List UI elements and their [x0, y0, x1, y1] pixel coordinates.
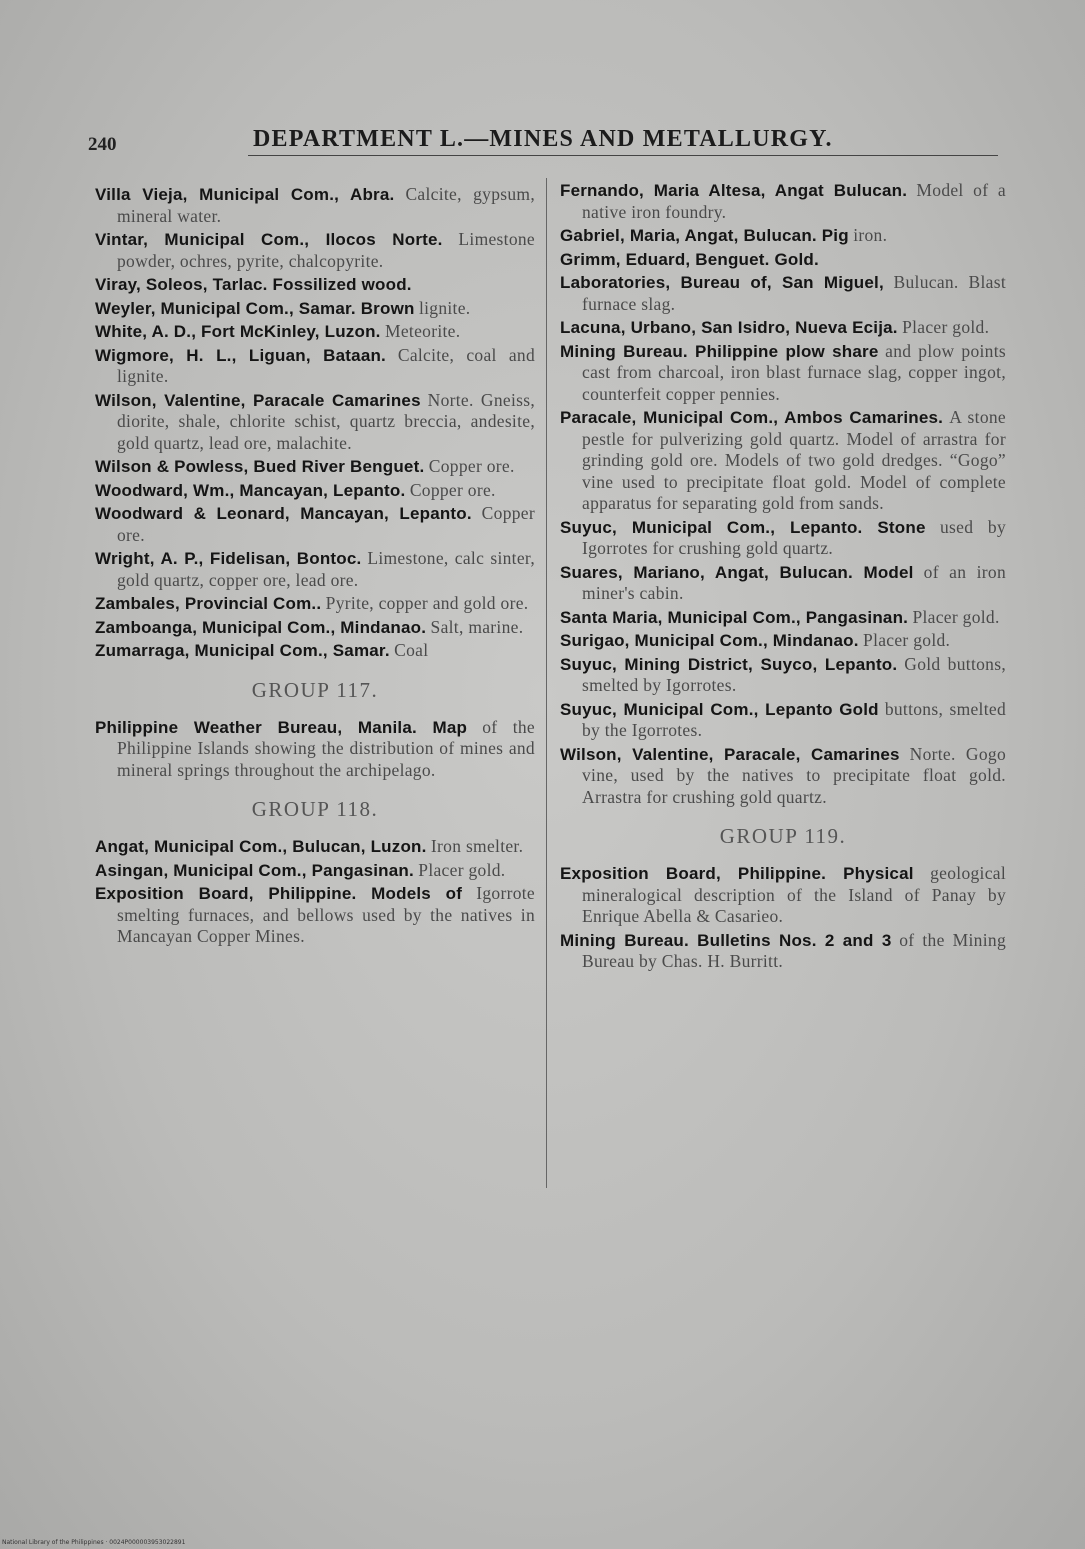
- entry-description: and plow points cast from charcoal, iron blast furnace slag, copper ingot, counterfeit copper pennies.: [582, 340, 1006, 404]
- entry-name: Mining Bureau. Bulletins Nos. 2 and 3: [560, 930, 892, 950]
- entry-description: Iron smelter.: [430, 836, 524, 856]
- entry-name: Santa Maria, Municipal Com., Pangasinan.: [560, 607, 909, 627]
- list-item: [560, 630, 1006, 652]
- list-item: [95, 548, 535, 591]
- entry-description: Calcite, coal and lignite.: [117, 344, 535, 386]
- entry-name: Surigao, Municipal Com., Mindanao.: [560, 631, 859, 650]
- entry-name: Zumarraga, Municipal Com., Samar.: [95, 641, 390, 660]
- right-column: [560, 180, 1006, 975]
- list-item: [95, 593, 535, 615]
- entry-name: Suyuc, Mining District, Suyco, Lepanto.: [560, 654, 898, 674]
- entry-description: Meteorite.: [384, 321, 461, 341]
- entry-name: Suyuc, Municipal Com., Lepanto. Stone: [560, 517, 926, 537]
- entry-description: Copper ore.: [409, 479, 496, 500]
- entry-description: Igorrote smelting furnaces, and bellows used by the natives in Mancayan Copper Mines.: [117, 883, 535, 946]
- entry-name: Laboratories, Bureau of, San Miguel,: [560, 273, 884, 292]
- entry-description: Gold buttons, smelted by Igorrotes.: [582, 653, 1006, 695]
- list-item: [95, 640, 535, 662]
- entry-description: lignite.: [418, 297, 471, 318]
- list-item: [560, 930, 1006, 973]
- entry-name: Woodward & Leonard, Mancayan, Lepanto.: [95, 504, 472, 523]
- entry-description: Pyrite, copper and gold ore.: [325, 593, 529, 613]
- list-item: [95, 883, 535, 948]
- entry-description: Salt, marine.: [430, 616, 524, 637]
- entry-name: Wright, A. P., Fidelisan, Bontoc.: [95, 549, 362, 568]
- entry-description: iron.: [853, 225, 888, 245]
- entry-name: Vintar, Municipal Com., Ilocos Norte.: [95, 230, 443, 249]
- entry-description: of the Philippine Islands showing the distribution of mines and mineral springs throughout the archipelago.: [117, 716, 535, 780]
- entry-name: Suyuc, Municipal Com., Lepanto Gold: [560, 699, 879, 719]
- group-heading-117: GROUP 117.: [251, 677, 379, 702]
- list-item: [560, 607, 1006, 629]
- list-item: [95, 298, 535, 320]
- list-item: [95, 503, 535, 546]
- list-item: [560, 863, 1006, 928]
- list-item: [95, 274, 535, 296]
- list-item: [95, 229, 535, 272]
- entry-name: Grimm, Eduard, Benguet. Gold.: [560, 249, 819, 269]
- list-item: [560, 517, 1006, 560]
- entry-description: of an iron miner's cabin.: [582, 561, 1007, 603]
- entry-name: Zambales, Provincial Com..: [95, 594, 322, 613]
- group-heading-119: GROUP 119.: [719, 824, 847, 848]
- entry-description: Bulucan. Blast furnace slag.: [582, 272, 1007, 314]
- list-item: [95, 184, 535, 227]
- entry-name: Wilson, Valentine, Paracale, Camarines: [560, 744, 900, 764]
- entry-description: of the Mining Bureau by Chas. H. Burritt.: [582, 929, 1006, 971]
- entry-name: Gabriel, Maria, Angat, Bulucan. Pig: [560, 226, 849, 245]
- entry-name: Angat, Municipal Com., Bulucan, Luzon.: [95, 837, 427, 856]
- page-number: 240: [88, 134, 117, 155]
- list-item: [560, 699, 1006, 742]
- entry-name: Wigmore, H. L., Liguan, Bataan.: [95, 345, 386, 365]
- entry-description: Copper ore.: [428, 456, 515, 476]
- entry-name: White, A. D., Fort McKinley, Luzon.: [95, 322, 381, 341]
- entry-description: Coal: [394, 640, 429, 660]
- entry-name: Wilson & Powless, Bued River Benguet.: [95, 457, 425, 476]
- list-item: [95, 480, 535, 502]
- running-title: DEPARTMENT L.—MINES AND METALLURGY.: [253, 126, 833, 152]
- list-item: [95, 617, 535, 639]
- entry-name: Viray, Soleos, Tarlac. Fossilized wood.: [95, 275, 412, 294]
- list-item: [560, 341, 1006, 406]
- list-item: [95, 860, 535, 882]
- list-item: [560, 249, 1006, 271]
- entry-description: Model of a native iron foundry.: [582, 180, 1006, 222]
- entry-description: Copper ore.: [117, 503, 535, 545]
- entry-name: Mining Bureau. Philippine plow share: [560, 341, 879, 361]
- list-item: [95, 345, 535, 388]
- entry-name: Exposition Board, Philippine. Physical: [560, 864, 914, 883]
- list-item: [95, 717, 535, 782]
- entry-description: Norte. Gneiss, diorite, shale, chlorite schist, quartz breccia, andesite, gold quartz, lead ore, malachite.: [117, 389, 536, 453]
- left-column: [95, 184, 535, 950]
- entry-description: Norte. Gogo vine, used by the natives to precipitate float gold. Arrastra for crushing gold quartz.: [582, 743, 1006, 807]
- list-item: [95, 321, 535, 343]
- entry-name: Fernando, Maria Altesa, Angat Bulucan.: [560, 181, 908, 200]
- list-item: [95, 836, 535, 858]
- entry-name: Wilson, Valentine, Paracale Camarines: [95, 390, 421, 410]
- entry-description: Placer gold.: [418, 859, 506, 880]
- entry-description: Limestone, calc sinter, gold quartz, copper ore, lead ore.: [117, 548, 535, 590]
- entry-description: Calcite, gypsum, mineral water.: [117, 184, 535, 226]
- scan-credit: National Library of the Philippines · 0024P000003953022891: [2, 1539, 186, 1546]
- list-item: [560, 407, 1006, 515]
- list-item: [560, 562, 1006, 605]
- entry-name: Exposition Board, Philippine. Models of: [95, 884, 463, 903]
- column-divider: [546, 178, 547, 1188]
- entry-description: buttons, smelted by the Igorrotes.: [582, 698, 1006, 740]
- entry-description: Limestone powder, ochres, pyrite, chalcopyrite.: [117, 229, 535, 271]
- list-item: [560, 654, 1006, 697]
- entry-name: Zamboanga, Municipal Com., Mindanao.: [95, 617, 427, 637]
- entry-description: used by Igorrotes for crushing gold quartz.: [582, 516, 1006, 558]
- list-item: [95, 456, 535, 478]
- entry-description: geological mineralogical description of the Island of Panay by Enrique Abella & Casarieo.: [582, 863, 1007, 926]
- list-item: [560, 272, 1006, 315]
- entry-description: Placer gold.: [912, 606, 1000, 627]
- entry-name: Villa Vieja, Municipal Com., Abra.: [95, 185, 395, 204]
- entry-name: Asingan, Municipal Com., Pangasinan.: [95, 860, 414, 880]
- entry-name: Weyler, Municipal Com., Samar. Brown: [95, 298, 415, 318]
- entry-name: Suares, Mariano, Angat, Bulucan. Model: [560, 562, 914, 582]
- list-item: [95, 390, 535, 455]
- entry-name: Philippine Weather Bureau, Manila. Map: [95, 717, 468, 737]
- entry-name: Woodward, Wm., Mancayan, Lepanto.: [95, 480, 406, 500]
- list-item: [560, 180, 1006, 223]
- group-heading-118: GROUP 118.: [251, 797, 379, 821]
- list-item: [560, 317, 1006, 339]
- entry-name: Lacuna, Urbano, San Isidro, Nueva Ecija.: [560, 318, 898, 337]
- header-rule: [248, 155, 998, 156]
- entry-description: A stone pestle for pulverizing gold quartz. Model of arrastra for grinding gold ore. Models of two gold dredges. “Gogo” vine used to precipitate float gold. Model of complete apparatus for separating gold from sands.: [582, 407, 1006, 513]
- list-item: [560, 225, 1006, 247]
- entry-description: Placer gold.: [902, 317, 990, 337]
- entry-name: Paracale, Municipal Com., Ambos Camarines.: [560, 408, 944, 427]
- entry-description: Placer gold.: [863, 630, 951, 650]
- list-item: [560, 744, 1006, 809]
